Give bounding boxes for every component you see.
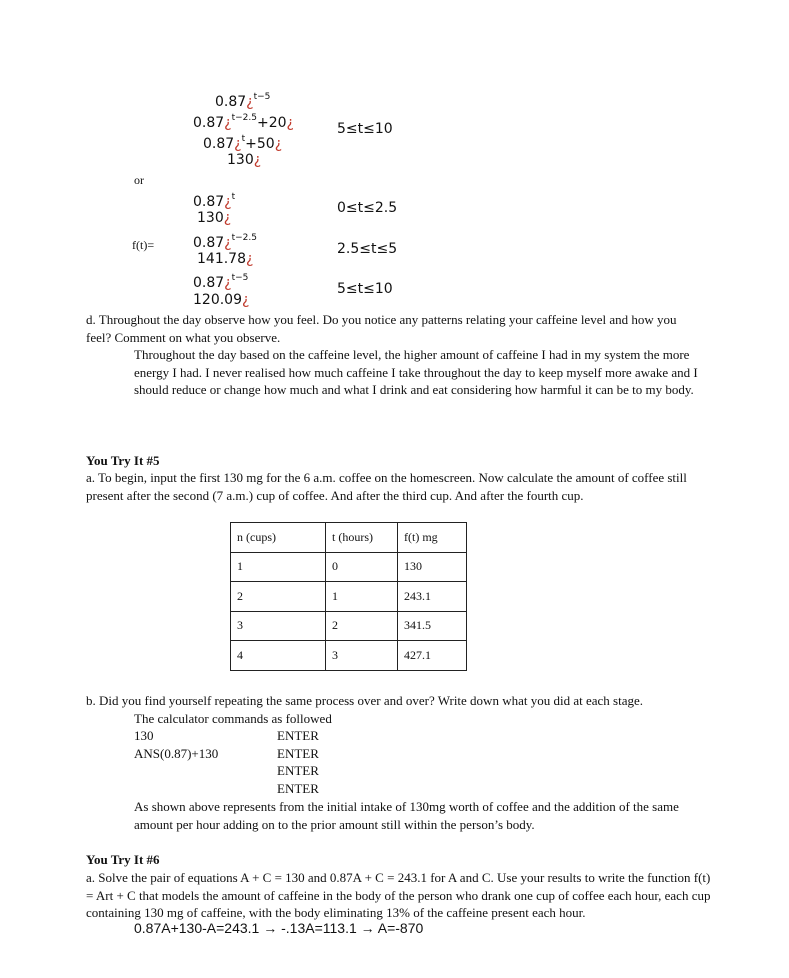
table-cell: 130 <box>398 552 467 582</box>
piecewise-top-row-3: 0.87¿$^t$+50¿ <box>203 134 283 152</box>
try6-part-a: a. Solve the pair of equations A + C = 130 and 0.87A + C = 243.1 for A and C. Use your results to write the function f(t) = Art + C that models the amount of caffeine in the body of the person who drank one cup of coffee each hour, each cup containing 130 mg of caffeine, with the body eliminating 13% of the caffeine present each hour. <box>86 870 711 921</box>
table-cell: 0 <box>326 552 398 582</box>
try5-part-b: b. Did you find yourself repeating the same process over and over? Write down what you did at each stage. <box>86 693 643 708</box>
calc-input-2: ANS(0.87)+130 <box>134 746 219 761</box>
calc-input-1: 130 <box>134 728 154 743</box>
table-header-cell: f(t) mg <box>398 523 467 553</box>
table-cell: 2 <box>231 582 326 612</box>
table-cell: 2 <box>326 611 398 641</box>
part-d-question: d. Throughout the day observe how you feel. Do you notice any patterns relating your caffeine level and how you feel? Comment on what you observe. <box>86 312 677 345</box>
calc-intro: The calculator commands as followed <box>134 711 332 726</box>
calc-key-2: ENTER <box>277 746 319 761</box>
table-cell: 341.5 <box>398 611 467 641</box>
function-label: f(t)= <box>132 238 155 252</box>
or-label: or <box>134 173 144 187</box>
try5-heading: You Try It #5 <box>86 453 160 468</box>
piece-3-line-1: 0.87¿$^{t-5}$ <box>193 273 249 291</box>
table-cell: 1 <box>326 582 398 612</box>
try5-part-a: a. To begin, input the first 130 mg for the 6 a.m. coffee on the homescreen. Now calculate the amount of coffee still present after the second (7 a.m.) cup of coffee. And after the third cup. And after the fourth cup. <box>86 470 687 503</box>
piece-1-line-2: 130¿ <box>197 210 232 226</box>
piece-2-line-1: 0.87¿$^{t-2.5}$ <box>193 233 257 251</box>
piece-1-condition: 0≤t≤2.5 <box>337 200 398 216</box>
table-cell: 243.1 <box>398 582 467 612</box>
table-cell: 427.1 <box>398 641 467 671</box>
try6-work: 0.87A+130-A=243.1 → -.13A=113.1 → A=-870 <box>134 920 424 936</box>
piecewise-top-condition: 5≤t≤10 <box>337 121 393 137</box>
piecewise-top-row-4: 130¿ <box>227 152 262 168</box>
part-d-answer: Throughout the day based on the caffeine level, the higher amount of caffeine I had in my system the more energy I had. I never realised how much caffeine I take throughout the day to keep myself more awake and I should reduce or change how much and what I drink and eat considering how harmful it can be to my body. <box>134 347 698 398</box>
cups-table <box>230 522 467 671</box>
table-row <box>231 611 467 641</box>
piece-3-condition: 5≤t≤10 <box>337 281 393 297</box>
piecewise-top-row-2: 0.87¿$^{t-2.5}$+20¿ <box>193 113 294 131</box>
table-header-cell: t (hours) <box>326 523 398 553</box>
table-row <box>231 641 467 671</box>
piecewise-top-row-1: 0.87¿$^{t-5}$ <box>215 92 271 110</box>
table-cell: 1 <box>231 552 326 582</box>
table-cell: 3 <box>326 641 398 671</box>
table-cell: 3 <box>231 611 326 641</box>
piece-2-condition: 2.5≤t≤5 <box>337 241 398 257</box>
table-header-cell: n (cups) <box>231 523 326 553</box>
table-row <box>231 582 467 612</box>
try6-heading: You Try It #6 <box>86 852 160 867</box>
try5-conclusion: As shown above represents from the initial intake of 130mg worth of coffee and the addition of the same amount per hour adding on to the prior amount still within the person’s body. <box>134 799 679 832</box>
table-header-row <box>231 523 467 553</box>
calc-key-3: ENTER <box>277 763 319 778</box>
piece-2-line-2: 141.78¿ <box>197 251 254 267</box>
calc-key-1: ENTER <box>277 728 319 743</box>
table-row <box>231 552 467 582</box>
piece-3-line-2: 120.09¿ <box>193 292 250 308</box>
piece-1-line-1: 0.87¿$^t$ <box>193 192 236 210</box>
table-cell: 4 <box>231 641 326 671</box>
calc-key-4: ENTER <box>277 781 319 796</box>
